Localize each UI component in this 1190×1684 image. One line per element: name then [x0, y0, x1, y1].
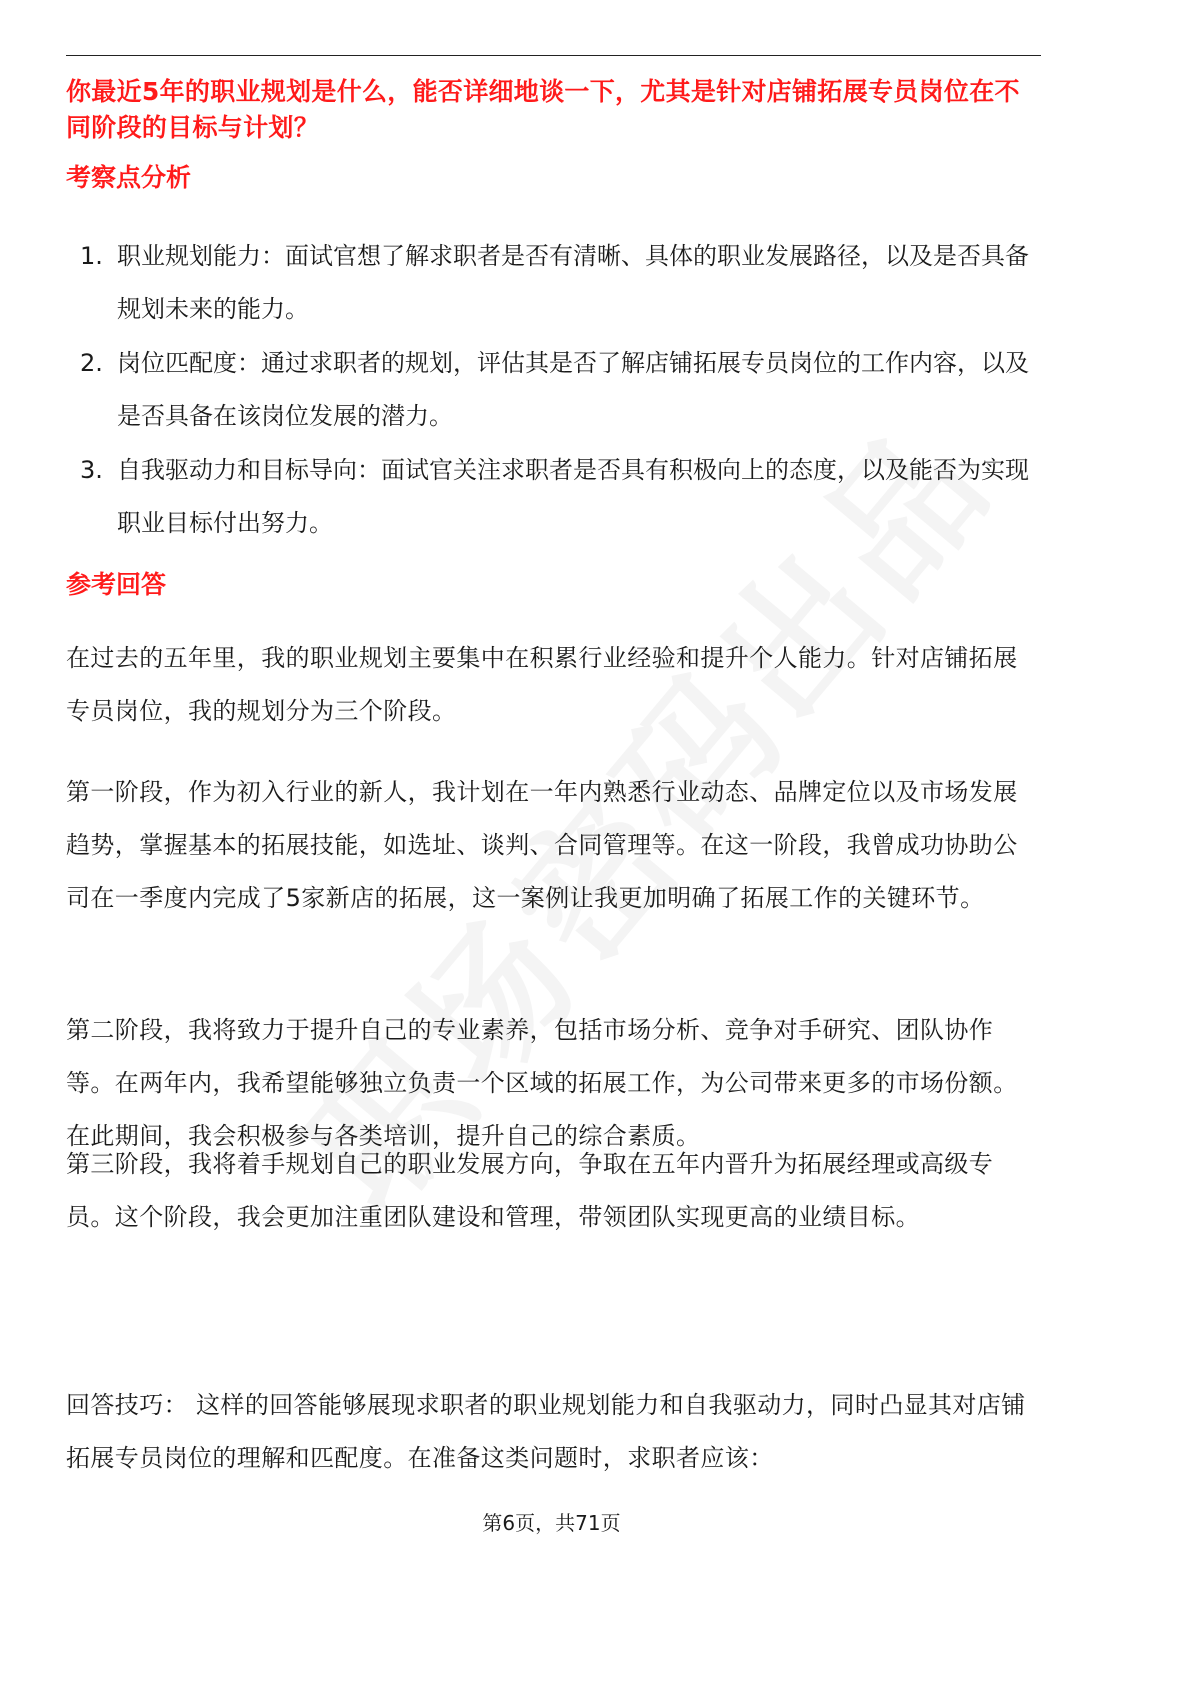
answer-paragraph: 在过去的五年里，我的职业规划主要集中在积累行业经验和提升个人能力。针对店铺拓展专员岗位，我的规划分为三个阶段。	[66, 644, 1018, 725]
list-item-text: 岗位匹配度：通过求职者的规划，评估其是否了解店铺拓展专员岗位的工作内容，以及是否具备在该岗位发展的潜力。	[117, 349, 1029, 430]
answer-paragraph: 第二阶段，我将致力于提升自己的专业素养，包括市场分析、竞争对手研究、团队协作等。在两年内，我希望能够独立负责一个区域的拓展工作，为公司带来更多的市场份额。在此期间，我会积极参与各类培训，提升自己的综合素质。	[66, 1016, 1018, 1150]
list-item	[80, 337, 1040, 443]
list-item	[80, 444, 1040, 550]
list-item	[80, 230, 1040, 336]
list-item-number: 3.	[80, 456, 103, 484]
answer-paragraph: 第三阶段，我将着手规划自己的职业发展方向，争取在五年内晋升为拓展经理或高级专员。这个阶段，我会更加注重团队建设和管理，带领团队实现更高的业绩目标。	[66, 1150, 994, 1231]
answer-heading: 参考回答	[66, 570, 167, 599]
analysis-list	[80, 230, 1040, 551]
analysis-heading: 考察点分析	[66, 163, 192, 192]
page-footer: 第6页，共71页	[482, 1511, 621, 1535]
answer-tips-paragraph: 回答技巧： 这样的回答能够展现求职者的职业规划能力和自我驱动力，同时凸显其对店铺拓展专员岗位的理解和匹配度。在准备这类问题时，求职者应该：	[66, 1391, 1026, 1472]
list-item-text: 职业规划能力：面试官想了解求职者是否有清晰、具体的职业发展路径，以及是否具备规划未来的能力。	[117, 242, 1029, 323]
answer-paragraph: 第一阶段，作为初入行业的新人，我计划在一年内熟悉行业动态、品牌定位以及市场发展趋势，掌握基本的拓展技能，如选址、谈判、合同管理等。在这一阶段，我曾成功协助公司在一季度内完成了5家新店的拓展，这一案例让我更加明确了拓展工作的关键环节。	[66, 778, 1018, 912]
list-item-text: 自我驱动力和目标导向：面试官关注求职者是否具有积极向上的态度，以及能否为实现职业目标付出努力。	[117, 456, 1029, 537]
top-divider	[66, 55, 1041, 56]
question-title: 你最近5年的职业规划是什么，能否详细地谈一下，尤其是针对店铺拓展专员岗位在不同阶段的目标与计划？	[66, 77, 1020, 142]
list-item-number: 2.	[80, 349, 103, 377]
list-item-number: 1.	[80, 242, 103, 270]
